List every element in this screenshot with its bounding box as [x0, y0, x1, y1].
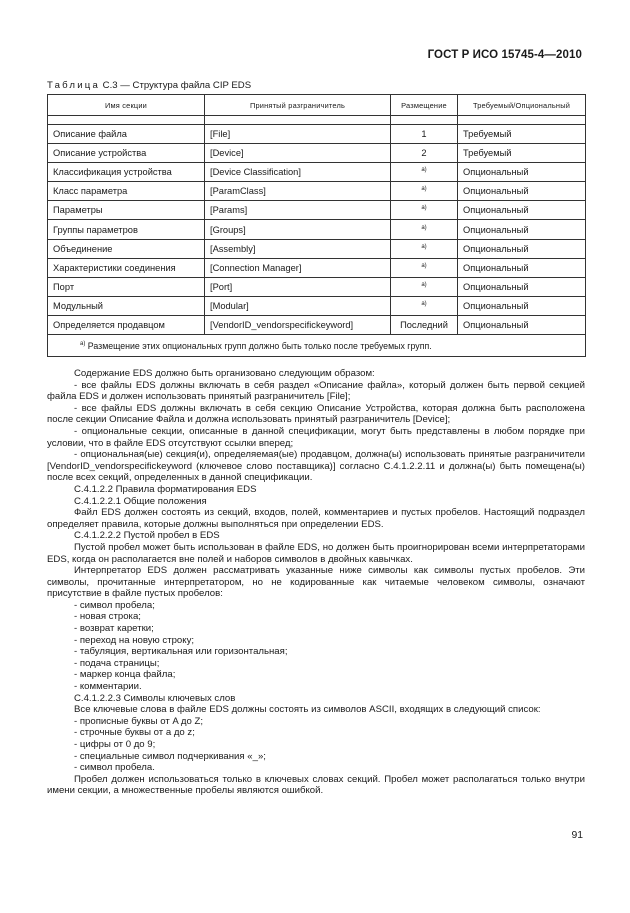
list-item: - комментарии.	[74, 681, 142, 693]
footnote-mark: а)	[80, 340, 86, 347]
table-row	[48, 125, 586, 144]
column-header: Имя секции	[48, 95, 205, 116]
placement-cell	[391, 296, 458, 315]
paragraph: Файл EDS должен состоять из секций, входов, полей, комментариев и пустых пробелов. Настоящий подраздел определяет правила, которые должны выполняться при определении EDS.	[47, 507, 585, 530]
list-item: - переход на новую строку;	[74, 634, 195, 646]
placement-footnote-mark: а)	[421, 167, 427, 174]
requirement-cell: Требуемый	[458, 125, 586, 144]
section-name-cell: Описание файла	[48, 125, 205, 144]
list-item: - возврат каретки;	[74, 623, 154, 635]
column-header: Принятый разграничитель	[205, 95, 391, 116]
paragraph: С.4.1.2.2.1 Общие положения	[74, 495, 207, 507]
paragraph: - все файлы EDS должны включать в себя секцию Описание Устройства, которая должна быть расположена после секции Описание Файла и должна использовать принятый разграничитель [Device];	[47, 402, 585, 426]
section-name-cell: Классификация устройства	[48, 163, 205, 182]
delimiter-cell: [ParamClass]	[205, 182, 391, 201]
page-number: 91	[571, 830, 583, 841]
placement-footnote-mark: а)	[421, 281, 427, 288]
column-header: Требуемый/Опциональный	[458, 95, 586, 116]
list-item: - специальные символ подчеркивания «_»;	[74, 750, 266, 762]
delimiter-cell: [Device]	[205, 144, 391, 163]
eds-structure-table	[47, 94, 586, 357]
table-body	[48, 116, 586, 335]
table-row	[48, 201, 586, 220]
placement-footnote-mark: а)	[421, 300, 427, 307]
placement-cell	[391, 220, 458, 239]
requirement-cell: Опциональный	[458, 239, 586, 258]
list-item: - строчные буквы от a до z;	[74, 727, 195, 739]
placement-footnote-mark: а)	[421, 243, 427, 250]
table-row	[48, 296, 586, 315]
placement-cell	[391, 277, 458, 296]
placement-footnote-mark: а)	[421, 262, 427, 269]
table-spacer	[48, 116, 586, 125]
delimiter-cell: [Modular]	[205, 296, 391, 315]
table-row	[48, 163, 586, 182]
placement-cell	[391, 144, 458, 163]
requirement-cell: Опциональный	[458, 201, 586, 220]
placement-footnote-mark: а)	[421, 224, 427, 231]
section-name-cell: Характеристики соединения	[48, 258, 205, 277]
table-row	[48, 315, 586, 334]
section-name-cell: Класс параметра	[48, 182, 205, 201]
table-caption-prefix: Таблица	[47, 80, 101, 91]
document-header: ГОСТ Р ИСО 15745-4—2010	[427, 49, 582, 61]
requirement-cell: Опциональный	[458, 277, 586, 296]
list-item: - табуляция, вертикальная или горизонтальная;	[74, 646, 288, 658]
section-name-cell: Определяется продавцом	[48, 315, 205, 334]
list-item: - символ пробела;	[74, 599, 155, 611]
placement-value: 2	[421, 148, 427, 159]
list-item: - цифры от 0 до 9;	[74, 739, 156, 750]
table-row	[48, 182, 586, 201]
list-item: - прописные буквы от A до Z;	[74, 715, 204, 727]
section-name-cell: Описание устройства	[48, 144, 205, 163]
delimiter-cell: [Device Classification]	[205, 163, 391, 182]
delimiter-cell: [Connection Manager]	[205, 258, 391, 277]
table-caption-title: С.3 — Структура файла CIP EDS	[100, 80, 252, 91]
paragraph: - опциональная(ые) секция(и), определяемая(ые) продавцом, должна(ы) использовать принятые разграничители [VendorID_vendorspecifickeyword (ключевое слово поставщика)] согласно С.4.1.2.2.11 и должна(ы) быть помещена(ы) после всех секций, определенных в данной спецификации.	[47, 449, 585, 484]
table-row	[48, 144, 586, 163]
paragraph: С.4.1.2.2 Правила форматирования EDS	[74, 483, 257, 495]
section-name-cell: Группы параметров	[48, 220, 205, 239]
table-row	[48, 220, 586, 239]
paragraph: Все ключевые слова в файле EDS должны состоять из символов ASCII, входящих в следующий список:	[74, 704, 541, 716]
requirement-cell: Требуемый	[458, 144, 586, 163]
section-name-cell: Объединение	[48, 239, 205, 258]
placement-cell	[391, 163, 458, 182]
requirement-cell: Опциональный	[458, 296, 586, 315]
paragraph: - все файлы EDS должны включать в себя раздел «Описание файла», который должен быть первой секцией файла EDS и должен использовать принятый разграничитель [File];	[47, 379, 585, 403]
list-item: - новая строка;	[74, 611, 141, 623]
paragraph: С.4.1.2.2.2 Пустой пробел в EDS	[74, 530, 220, 542]
section-name-cell: Модульный	[48, 296, 205, 315]
section-name-cell: Порт	[48, 277, 205, 296]
delimiter-cell: [Params]	[205, 201, 391, 220]
paragraph: С.4.1.2.2.3 Символы ключевых слов	[74, 692, 236, 704]
paragraph: Пустой пробел может быть использован в файле EDS, но должен быть проигнорирован всеми интерпретаторами EDS, когда он располагается вне полей и наборов символов в двойных кавычках.	[47, 541, 585, 565]
table-header-row	[48, 95, 586, 116]
placement-footnote-mark: а)	[421, 205, 427, 212]
placement-cell	[391, 125, 458, 144]
placement-value: 1	[421, 129, 427, 140]
table-footnote	[48, 335, 586, 357]
delimiter-cell: [Groups]	[205, 220, 391, 239]
table-row	[48, 277, 586, 296]
requirement-cell: Опциональный	[458, 220, 586, 239]
table-footnote-row	[48, 335, 586, 357]
requirement-cell: Опциональный	[458, 258, 586, 277]
table-caption	[47, 80, 251, 91]
delimiter-cell: [Assembly]	[205, 239, 391, 258]
delimiter-cell: [VendorID_vendorspecifickeyword]	[205, 315, 391, 334]
paragraph: Интерпретатор EDS должен рассматривать указанные ниже символы как символы пустых пробелов. Эти символы, прочитанные интерпретатором, но не кодированные как читаемые человеком символы, означают присутствие в файле пустых пробелов:	[47, 565, 585, 600]
placement-value: Последний	[400, 319, 448, 330]
list-item: - маркер конца файла;	[74, 669, 176, 681]
table-row	[48, 258, 586, 277]
placement-cell	[391, 315, 458, 334]
section-name-cell: Параметры	[48, 201, 205, 220]
requirement-cell: Опциональный	[458, 182, 586, 201]
placement-cell	[391, 182, 458, 201]
delimiter-cell: [Port]	[205, 277, 391, 296]
document-body	[47, 368, 585, 797]
column-header: Размещение	[391, 95, 458, 116]
list-item: - подача страницы;	[74, 657, 160, 669]
placement-cell	[391, 201, 458, 220]
delimiter-cell: [File]	[205, 125, 391, 144]
table-row	[48, 239, 586, 258]
placement-cell	[391, 239, 458, 258]
placement-cell	[391, 258, 458, 277]
paragraph: Пробел должен использоваться только в ключевых словах секций. Пробел может располагаться только внутри имени секции, а множественные пробелы являются ошибкой.	[47, 773, 585, 797]
paragraph: - опциональные секции, описанные в данной спецификации, могут быть представлены в любом порядке при условии, что в файле EDS отсутствуют ссылки вперед;	[47, 425, 585, 449]
requirement-cell: Опциональный	[458, 315, 586, 334]
footnote-text: Размещение этих опциональных групп должно быть только после требуемых групп.	[85, 340, 432, 351]
paragraph: Содержание EDS должно быть организовано следующим образом:	[74, 368, 375, 379]
requirement-cell: Опциональный	[458, 163, 586, 182]
placement-footnote-mark: а)	[421, 186, 427, 193]
list-item: - символ пробела.	[74, 762, 155, 774]
